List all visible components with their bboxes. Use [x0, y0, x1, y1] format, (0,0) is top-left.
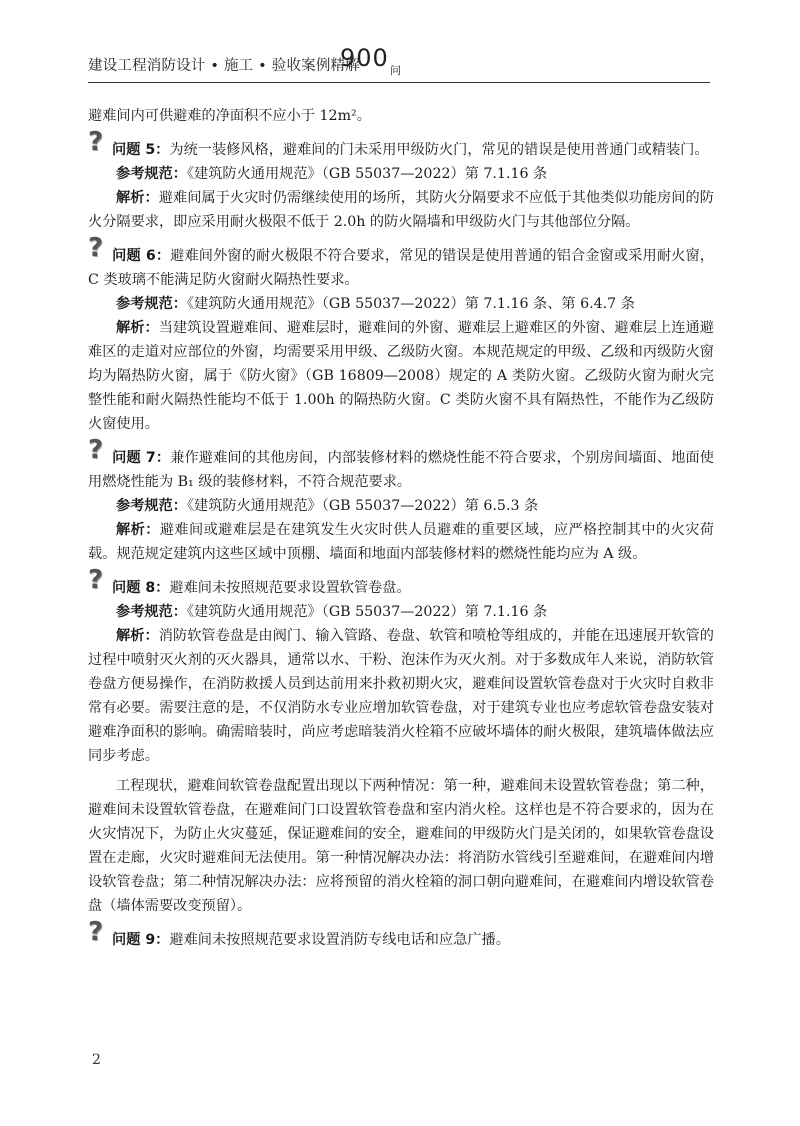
question-7 [88, 435, 714, 566]
engineering-status-paragraph: 工程现状，避难间软管卷盘配置出现以下两种情况：第一种，避难间未设置软管卷盘；第二种，避难间未设置软管卷盘，在避难间门口设置软管卷盘和室内消火栓。这样也是不符合要求的，因为在火灾情况下，为防止火灾蔓延，保证避难间的安全，避难间的甲级防火门是关闭的，如果软管卷盘设置在走廊，火灾时避难间无法使用。第一种情况解决办法：将消防水管线引至避难间，在避难间内增设软管卷盘；第二种情况解决办法：应将预留的消火栓箱的洞口朝向避难间，在避难间内增设软管卷盘（墙体需要改变预留）。 [88, 778, 714, 914]
analysis-text: 当建筑设置避难间、避难层时，避难间的外窗、避难层上避难区的外窗、避难层上连通避难区的走道对应部位的外窗，均需要采用甲级、乙级防火窗。本规范规定的甲级、乙级和丙级防火窗均为隔热防火窗，属于《防火窗》（GB 16809—2008）规定的 A 类防火窗。乙级防火窗为耐火完整性能和耐火隔热性能均不低于 1.00h 的隔热防火窗。C 类防火窗不具有隔热性，不能作为乙级防火窗使用。 [88, 320, 714, 432]
page-number: 2 [92, 1052, 101, 1068]
reference-label: 参考规范： [116, 166, 187, 182]
question-text: 避难间未按照规范要求设置软管卷盘。 [169, 580, 411, 596]
reference-label: 参考规范： [116, 296, 187, 312]
question-mark-icon: ? [88, 565, 104, 595]
book-title-suffix: 问 [390, 64, 401, 77]
reference-text: 《建筑防火通用规范》（GB 55037—2022）第 7.1.16 条 [186, 604, 548, 620]
question-mark-icon: ? [88, 435, 104, 465]
analysis-text: 避难间或避难层是在建筑发生火灾时供人员避难的重要区域，应严格控制其中的火灾荷载。规范规定建筑内这些区域中顶棚、墙面和地面内部装修材料的燃烧性能均应为 A 级。 [88, 522, 714, 562]
question-label: 问题 5： [112, 142, 170, 158]
question-text: 避难间外窗的耐火极限不符合要求，常见的错误是使用普通的铝合金窗或采用耐火窗，C 类玻璃不能满足防火窗耐火隔热性要求。 [88, 248, 714, 288]
reference-text: 《建筑防火通用规范》（GB 55037—2022）第 6.5.3 条 [186, 498, 539, 514]
analysis-label: 解析： [116, 522, 160, 538]
reference-text: 《建筑防火通用规范》（GB 55037—2022）第 7.1.16 条、第 6.4.7 条 [186, 296, 635, 312]
question-label: 问题 8： [112, 580, 170, 596]
analysis-label: 解析： [116, 320, 159, 336]
analysis-text: 避难间属于火灾时仍需继续使用的场所，其防火分隔要求不应低于其他类似功能房间的防火分隔要求，即应采用耐火极限不低于 2.0h 的防火隔墙和甲级防火门与其他部位分隔。 [88, 190, 714, 230]
question-label: 问题 7： [112, 450, 171, 466]
reference-label: 参考规范： [116, 498, 187, 514]
book-title-number: 900 [340, 44, 389, 72]
question-text: 兼作避难间的其他房间，内部装修材料的燃烧性能不符合要求，个别房间墙面、地面使用燃烧性能为 B₁ 级的装修材料，不符合规范要求。 [88, 450, 714, 490]
reference-text: 《建筑防火通用规范》（GB 55037—2022）第 7.1.16 条 [186, 166, 548, 182]
reference-label: 参考规范： [116, 604, 187, 620]
analysis-label: 解析： [116, 190, 159, 206]
question-label: 问题 9： [112, 932, 170, 948]
question-text: 避难间未按照规范要求设置消防专线电话和应急广播。 [169, 932, 510, 948]
question-5 [88, 127, 714, 234]
question-6 [88, 233, 714, 436]
intro-paragraph: 避难间内可供避难的净面积不应小于 12m²。 [88, 108, 371, 124]
analysis-label: 解析： [116, 628, 159, 644]
page-body [88, 104, 714, 952]
analysis-text: 消防软管卷盘是由阀门、输入管路、卷盘、软管和喷枪等组成的，并能在迅速展开软管的过程中喷射灭火剂的灭火器具，通常以水、干粉、泡沫作为灭火剂。对于多数成年人来说，消防软管卷盘方便易操作，在消防救援人员到达前用来扑救初期火灾，避难间设置软管卷盘对于火灾时自救非常有必要。需要注意的是，不仅消防水专业应增加软管卷盘，对于建筑专业也应考虑软管卷盘安装对避难净面积的影响。确需暗装时，尚应考虑暗装消火栓箱不应破坏墙体的耐火极限，建筑墙体做法应同步考虑。 [88, 628, 714, 764]
book-title: 建设工程消防设计 • 施工 • 验收案例精解 [88, 58, 360, 74]
running-header [88, 44, 728, 84]
question-mark-icon: ? [88, 233, 104, 263]
question-9 [88, 917, 714, 952]
question-label: 问题 6： [112, 248, 171, 264]
question-text: 为统一装修风格，避难间的门未采用甲级防火门，常见的错误是使用普通门或精装门。 [169, 142, 709, 158]
header-divider [88, 82, 710, 83]
question-mark-icon: ? [88, 127, 104, 157]
question-8 [88, 565, 714, 918]
question-mark-icon: ? [88, 917, 104, 947]
